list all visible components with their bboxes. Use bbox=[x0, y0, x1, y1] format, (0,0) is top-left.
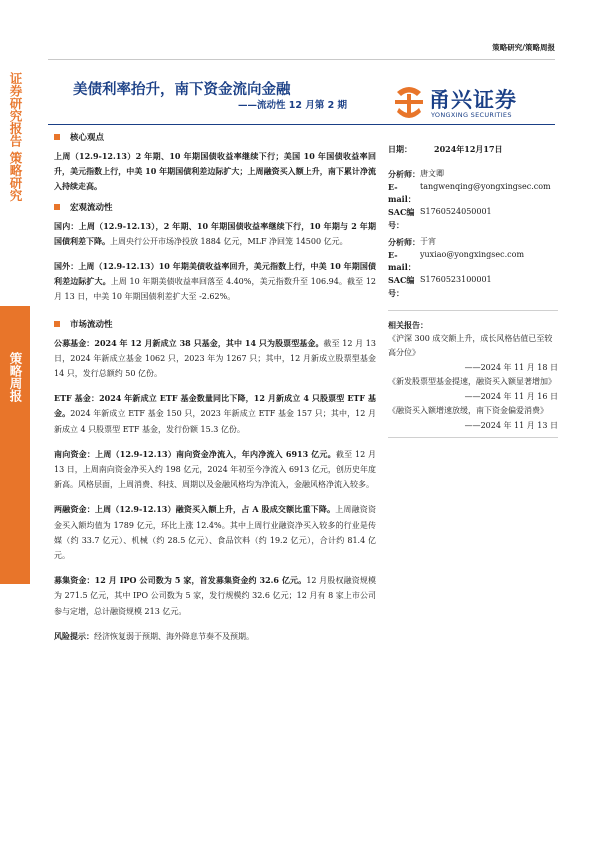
related-reports-heading: 相关报告： bbox=[388, 319, 428, 330]
page-title: 美债利率抬升，南下资金流向金融 bbox=[73, 82, 291, 98]
title-divider bbox=[48, 124, 555, 125]
analyst-email[interactable]: tangwenqing@yongxingsec.com bbox=[420, 181, 551, 191]
logo-emblem-icon bbox=[393, 84, 425, 120]
analyst-block: 分析师： 唐文卿 E-mail： tangwenqing@yongxingsec.com SAC编号： S1760524050001 bbox=[388, 168, 558, 232]
analyst-sac: S1760524050001 bbox=[420, 207, 492, 217]
related-divider bbox=[388, 310, 558, 311]
related-divider bbox=[388, 437, 558, 438]
brand-logo bbox=[393, 84, 553, 124]
analyst-email[interactable]: yuxiao@yongxingsec.com bbox=[420, 249, 525, 259]
bullet-square-icon bbox=[54, 204, 60, 210]
bullet-square-icon bbox=[54, 134, 60, 140]
macro-foreign-paragraph: 国外：上周（12.9-12.13）10 年期美债收益率回升，美元指数上行，中美 10 年期国债利差边际扩大。上周 10 年期美债收益率回落至 4.40%，美元指数升至 106.94。截至 12 月 13 日，中美 10 年期国债利差扩大至 -2.62%。 bbox=[54, 261, 376, 302]
sidebar-category bbox=[0, 72, 24, 252]
risk-warning-paragraph: 风险提示：经济恢复弱于预期、海外降息节奏不及预期。 bbox=[54, 630, 254, 641]
analyst-name: 于宵 bbox=[420, 236, 436, 246]
main-content bbox=[54, 130, 376, 644]
section-core-heading: 核心观点 bbox=[54, 130, 376, 144]
analyst-sac: S1760523100001 bbox=[420, 275, 492, 285]
sidebar-report-type bbox=[0, 306, 30, 584]
header-divider bbox=[48, 59, 555, 60]
header-tag: 策略研究/策略周报 bbox=[492, 43, 555, 52]
sidebar-report-type-label: 策略周报 bbox=[8, 352, 23, 402]
sidebar-category-label: 证券研究报告 策略研究 bbox=[8, 72, 23, 202]
analyst-block: 分析师： 于宵 E-mail： yuxiao@yongxingsec.com SAC编号： S1760523100001 bbox=[388, 236, 558, 300]
section-market-heading: 市场流动性 bbox=[54, 317, 376, 331]
macro-domestic-paragraph: 国内：上周（12.9-12.13），2 年期、10 年期国债收益率继续下行，10 年期与 2 年期国债利差下降。上周央行公开市场净投放 1884 亿元，MLF 净回笼 14500 亿元。 bbox=[54, 220, 376, 246]
logo-name-en: YONGXING SECURITIES bbox=[431, 111, 512, 119]
core-paragraph: 上周（12.9-12.13）2 年期、10 年期国债收益率继续下行；美国 10 年国债收益率回升，美元指数上行，中美 10 年期国债利差边际扩大；上周融资买入额上升，南下累计净流入持续走高。 bbox=[54, 151, 376, 192]
market-public-fund-paragraph: 公募基金：2024 年 12 月新成立 38 只基金，其中 14 只为股票型基金。截至 12 月 13 日，2024 年新成立基金 1062 只，2023 年为 1267 只；其中，12 月新成立股票型基金 14 只，发行总额约 50 亿份。 bbox=[54, 337, 376, 379]
market-ipo-paragraph: 募集资金：12 月 IPO 公司数为 5 家，首发募集资金约 32.6 亿元。12 月股权融资规模为 271.5 亿元，其中 IPO 公司数为 5 家，发行规模约 32.6 亿元；12 月有 8 家上市公司参与定增，总计融资规模 213 亿元。 bbox=[54, 575, 376, 616]
market-etf-paragraph: ETF 基金：2024 年新成立 ETF 基金数量同比下降，12 月新成立 4 只股票型 ETF 基金。2024 年新成立 ETF 基金 150 只，2023 年新成立 ETF 基金 157 只；其中，12 月新成立 4 只股票型 ETF 基金，发行份额 15.3 亿份。 bbox=[54, 393, 376, 434]
market-southbound-paragraph: 南向资金：上周（12.9-12.13）南向资金净流入，年内净流入 6913 亿元。截至 12 月 13 日，上周南向资金净买入约 198 亿元，2024 年初至今净流入 6913 亿元，创历史年度新高。风格层面，上周消费、科技、周期以及金融风格均为净流入，金融风格净流入较多。 bbox=[54, 448, 376, 490]
section-macro-heading: 宏观流动性 bbox=[54, 200, 376, 214]
related-report-item[interactable]: 《融资买入额增速放缓，南下资金偏爱消费》 ——2024 年 11 月 13 日 bbox=[388, 406, 558, 430]
report-info-panel bbox=[388, 143, 558, 438]
related-report-item[interactable]: 《沪深 300 成交额上升，成长风格估值已至较高分位》 ——2024 年 11 月 18 日 bbox=[388, 333, 558, 372]
market-margin-paragraph: 两融资金：上周（12.9-12.13）融资买入额上升，占 A 股成交额比重下降。上周融资资金买入额均值为 1789 亿元，环比上涨 12.4%。其中上周行业融资净买入较多的行业是传媒（约 33.7 亿元）、机械（约 28.5 亿元）、食品饮料（约 19.2 亿元），合计约 81.4 亿元。 bbox=[54, 504, 376, 561]
analyst-name: 唐文卿 bbox=[420, 168, 444, 178]
related-report-item[interactable]: 《新发股票型基金提速，融资买入额显著增加》 ——2024 年 11 月 16 日 bbox=[388, 377, 558, 401]
page-subtitle: ——流动性 12 月第 2 期 bbox=[238, 100, 348, 111]
bullet-square-icon bbox=[54, 321, 60, 327]
report-date: 日期： 2024年12月17日 bbox=[388, 144, 503, 154]
logo-name-cn: 甬兴证券 bbox=[429, 88, 517, 112]
